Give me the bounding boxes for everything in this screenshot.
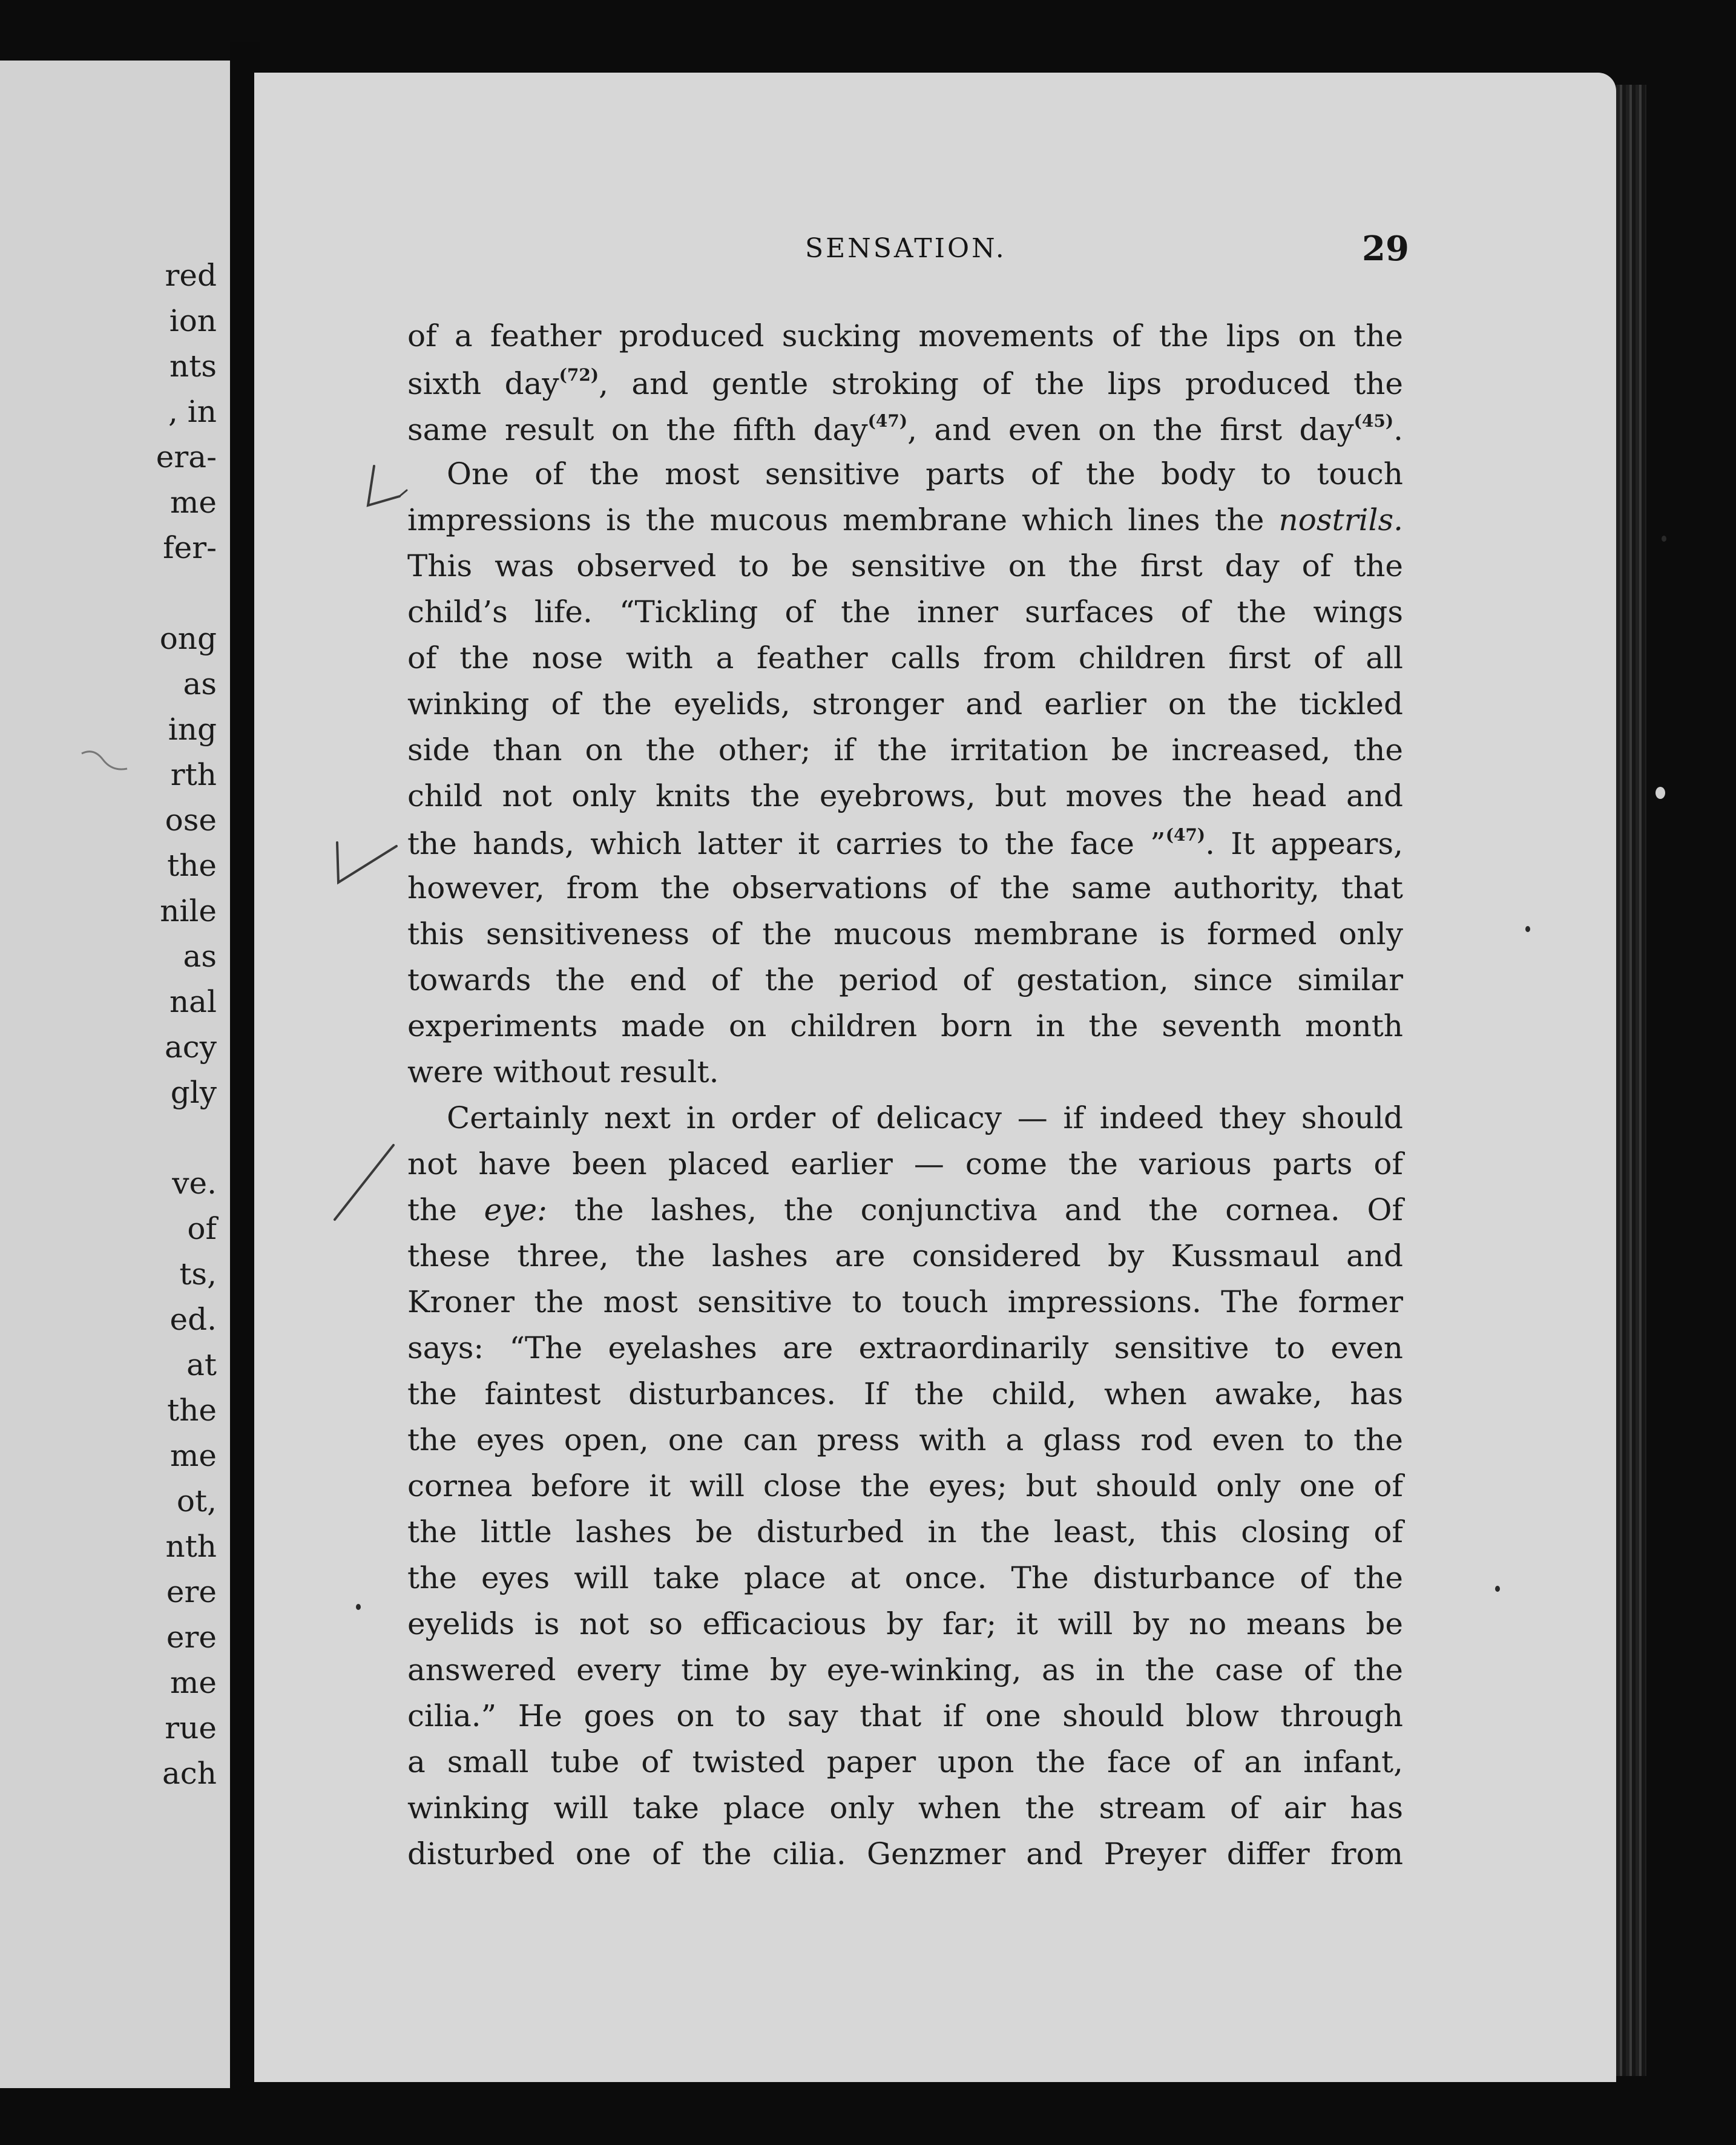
- citation-ref: (45): [1353, 411, 1394, 431]
- previous-page-edge: [0, 61, 230, 2088]
- previous-page-text-fragment: era-: [156, 439, 217, 475]
- dust-speck: [1525, 926, 1530, 932]
- text-line: a small tube of twisted paper upon the face of an infant,: [407, 1744, 1403, 1779]
- text-line: however, from the observations of the same authority, that: [407, 870, 1403, 905]
- previous-page-text-fragment: ing: [168, 712, 217, 747]
- italic-term: eye:: [484, 1192, 547, 1227]
- dust-speck: [1495, 1586, 1500, 1592]
- previous-page-text-fragment: as: [183, 666, 217, 701]
- text-line: says: “The eyelashes are extraordinarily sensitive to even: [407, 1330, 1403, 1365]
- previous-page-text-fragment: nth: [165, 1529, 217, 1564]
- previous-page-text-fragment: ose: [165, 803, 217, 838]
- text-line: winking will take place only when the stream of air has: [407, 1790, 1403, 1825]
- text-line: the eyes open, one can press with a glass rod even to the: [407, 1422, 1403, 1457]
- previous-page-text-fragment: ere: [166, 1620, 217, 1655]
- previous-page-text-fragment: ion: [169, 303, 217, 338]
- previous-page-text-fragment: ot,: [176, 1483, 217, 1519]
- text-line: side than on the other; if the irritation be increased, the: [407, 732, 1403, 767]
- text-line: answered every time by eye-winking, as in the case of the: [407, 1652, 1403, 1687]
- text-line: Certainly next in order of delicacy — if indeed they should: [447, 1100, 1403, 1135]
- text-line: the little lashes be disturbed in the least, this closing of: [407, 1514, 1403, 1549]
- previous-page-text-fragment: the: [167, 848, 217, 883]
- text-line: not have been placed earlier — come the various parts of: [407, 1146, 1403, 1181]
- previous-page-text-fragment: me: [169, 485, 217, 520]
- text-line: were without result.: [407, 1054, 719, 1089]
- text-line: impressions is the mucous membrane which lines the nostrils.: [407, 502, 1404, 537]
- text-line: disturbed one of the cilia. Genzmer and Preyer differ from: [407, 1836, 1403, 1871]
- page-stack-edge: [1616, 85, 1646, 2076]
- previous-page-text-fragment: me: [169, 1438, 217, 1473]
- text-line: the faintest disturbances. If the child, when awake, has: [407, 1376, 1403, 1411]
- text-line: child’s life. “Tickling of the inner surfaces of the wings: [407, 594, 1403, 629]
- dust-speck: [1655, 787, 1665, 799]
- dust-speck: [356, 1604, 361, 1610]
- previous-page-text-fragment: ere: [166, 1574, 217, 1609]
- previous-page-text-fragment: acy: [164, 1030, 217, 1065]
- previous-page-text-fragment: rue: [165, 1710, 217, 1746]
- pencil-squiggle: [79, 744, 139, 781]
- previous-page-text-fragment: rth: [170, 757, 217, 792]
- previous-page-text-fragment: ts,: [179, 1256, 217, 1292]
- pencil-check-mark: [324, 1138, 403, 1229]
- text-line: This was observed to be sensitive on the first day of the: [407, 548, 1403, 583]
- text-line: the eyes will take place at once. The disturbance of the: [407, 1560, 1403, 1595]
- previous-page-text-fragment: ach: [162, 1756, 217, 1791]
- running-head: SENSATION.: [805, 233, 1007, 264]
- text-line: winking of the eyelids, stronger and earlier on the tickled: [407, 686, 1403, 721]
- text-line: this sensitiveness of the mucous membrane is formed only: [407, 916, 1403, 951]
- previous-page-text-fragment: me: [169, 1665, 217, 1700]
- text-line: eyelids is not so efficacious by far; it will by no means be: [407, 1606, 1403, 1641]
- text-line: towards the end of the period of gestation, since similar: [407, 962, 1403, 997]
- previous-page-text-fragment: at: [186, 1347, 217, 1382]
- pencil-check-mark: [357, 460, 412, 527]
- previous-page-text-fragment: ong: [159, 621, 217, 656]
- text-line: of a feather produced sucking movements of the lips on the: [407, 318, 1403, 353]
- text-line: of the nose with a feather calls from children first of all: [407, 640, 1403, 675]
- text-line: same result on the fifth day$^{(47)}$, and even on the first day$^{(45)}$.: [407, 411, 1403, 447]
- text-line: One of the most sensitive parts of the body to touch: [447, 456, 1403, 491]
- text-line: these three, the lashes are considered by Kussmaul and: [407, 1238, 1403, 1273]
- previous-page-text-fragment: ed.: [169, 1302, 217, 1337]
- previous-page-text-fragment: of: [187, 1211, 217, 1246]
- text-line: experiments made on children born in the seventh month: [407, 1008, 1403, 1043]
- page-number: 29: [1362, 229, 1409, 269]
- italic-term: nostrils.: [1278, 502, 1404, 537]
- previous-page-text-fragment: as: [183, 939, 217, 974]
- previous-page-text-fragment: , in: [168, 394, 217, 429]
- text-line: cornea before it will close the eyes; but should only one of: [407, 1468, 1403, 1503]
- citation-ref: (47): [1165, 825, 1206, 845]
- previous-page-text-fragment: fer-: [163, 530, 217, 565]
- text-line: sixth day$^{(72)}$, and gentle stroking of the lips produced the: [407, 365, 1403, 401]
- pencil-check-mark: [330, 835, 409, 896]
- dust-speck: [1662, 536, 1666, 542]
- citation-ref: (72): [559, 365, 599, 385]
- text-line: child not only knits the eyebrows, but moves the head and: [407, 778, 1403, 813]
- previous-page-text-fragment: the: [167, 1393, 217, 1428]
- previous-page-text-fragment: nile: [160, 893, 217, 928]
- previous-page-text-fragment: gly: [170, 1075, 217, 1110]
- previous-page-text-fragment: ve.: [172, 1166, 217, 1201]
- previous-page-text-fragment: nal: [169, 984, 217, 1019]
- previous-page-text-fragment: nts: [169, 349, 217, 384]
- citation-ref: (47): [867, 411, 908, 431]
- text-line: Kroner the most sensitive to touch impressions. The former: [407, 1284, 1403, 1319]
- text-line: the eye: the lashes, the conjunctiva and the cornea. Of: [407, 1192, 1403, 1227]
- text-line: cilia.” He goes on to say that if one should blow through: [407, 1698, 1403, 1733]
- text-line: the hands, which latter it carries to the face ”$^{(47)}$. It appears,: [407, 825, 1404, 861]
- previous-page-text-fragment: red: [165, 258, 217, 293]
